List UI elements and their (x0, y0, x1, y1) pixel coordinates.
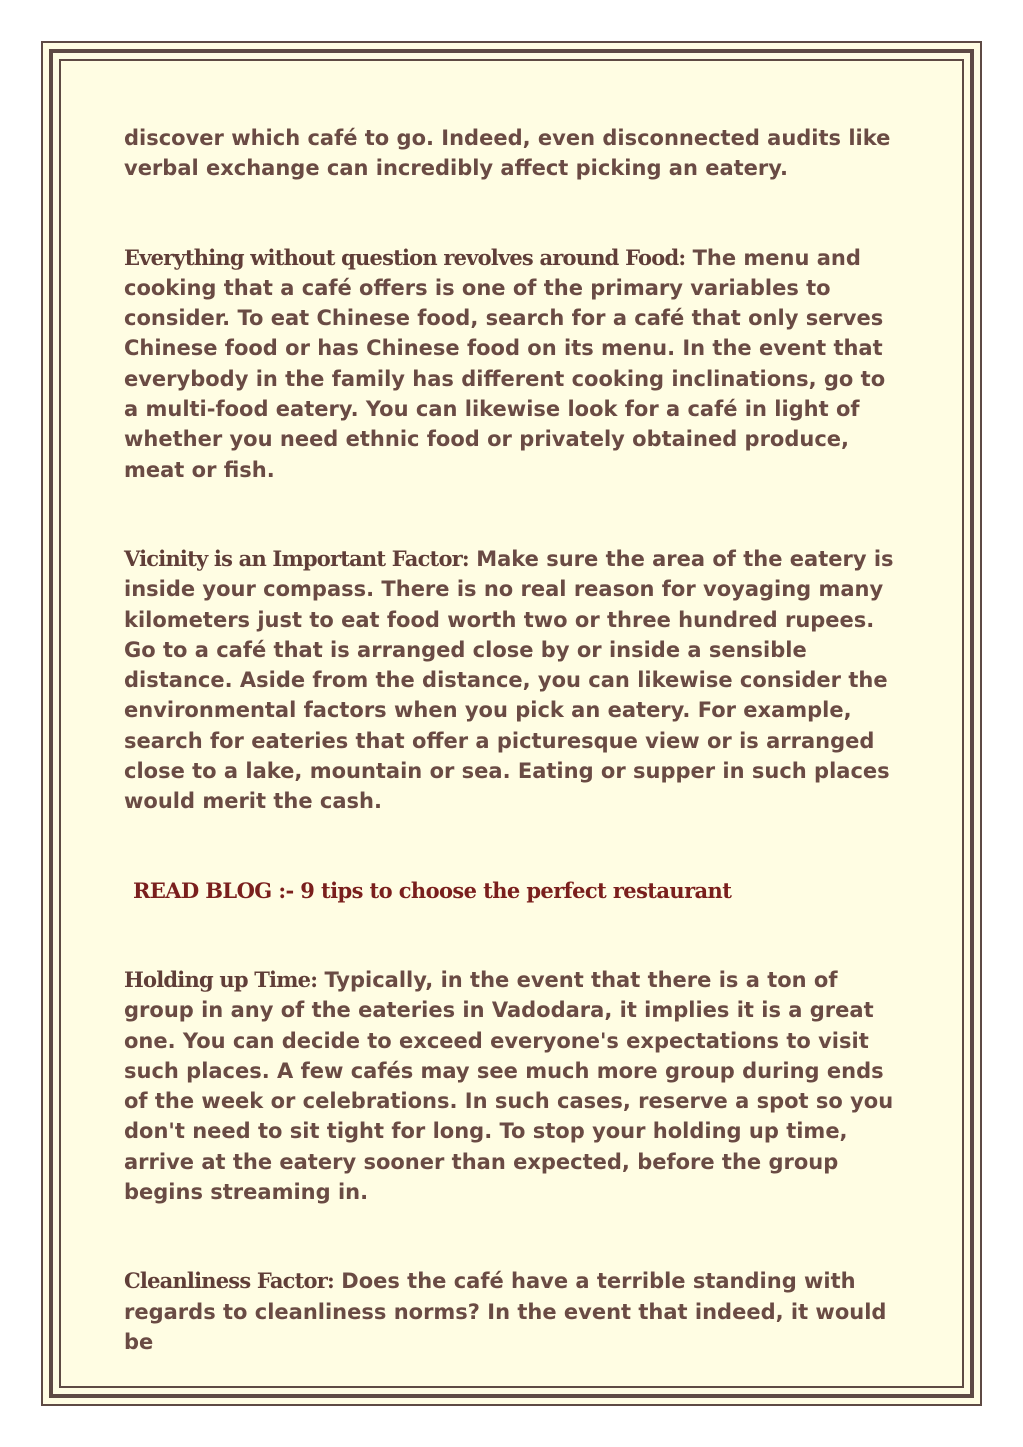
intro-paragraph (124, 123, 904, 184)
vicinity-text: Make sure the area of the eatery is inside your compass. There is no real reason for voyaging many kilometers just to eat food worth two or three hundred rupees. Go to a café that is arranged close by or inside a sensible distance. Aside from the distance, you can likewise consider the environmental factors when you pick an eatery. For example, search for eateries that offer a picturesque view or is arranged close to a lake, mountain or sea. Eating or supper in such places would merit the cash. (124, 546, 894, 814)
document-body (124, 123, 904, 1357)
food-text: The menu and cooking that a café offers is one of the primary variables to consider. To eat Chinese food, search for a café that only serves Chinese food or has Chinese food on its menu. In the event that everybody in the family has different cooking inclinations, go to a multi-food eatery. You can likewise look for a café in light of whether you need ethnic food or privately obtained produce, meat or fish. (124, 245, 886, 482)
holding-heading: Holding up Time: (124, 966, 318, 992)
holding-paragraph (124, 965, 904, 1207)
vicinity-paragraph (124, 544, 904, 817)
intro-text: discover which café to go. Indeed, even disconnected audits like verbal exchange can incredibly affect picking an eatery. (124, 126, 891, 181)
read-blog-text[interactable]: READ BLOG :- 9 tips to choose the perfect restaurant (133, 877, 732, 903)
cleanliness-paragraph (124, 1266, 904, 1357)
cleanliness-text: Does the café have a terrible standing with regards to cleanliness norms? In the event that indeed, it would be (124, 1269, 887, 1354)
cleanliness-heading: Cleanliness Factor: (124, 1268, 334, 1294)
food-paragraph (124, 243, 904, 485)
holding-text: Typically, in the event that there is a ton of group in any of the eateries in Vadodara, it implies it is a great one. You can decide to exceed everyone's expectations to visit such places. A few cafés may see much more group during ends of the week or celebrations. In such cases, reserve a spot so you don't need to sit tight for long. To stop your holding up time, arrive at the eatery sooner than expected, before the group begins streaming in. (124, 967, 894, 1205)
food-heading: Everything without question revolves around Food: (124, 244, 686, 270)
read-blog-link[interactable] (124, 876, 904, 906)
vicinity-heading: Vicinity is an Important Factor: (124, 545, 469, 571)
